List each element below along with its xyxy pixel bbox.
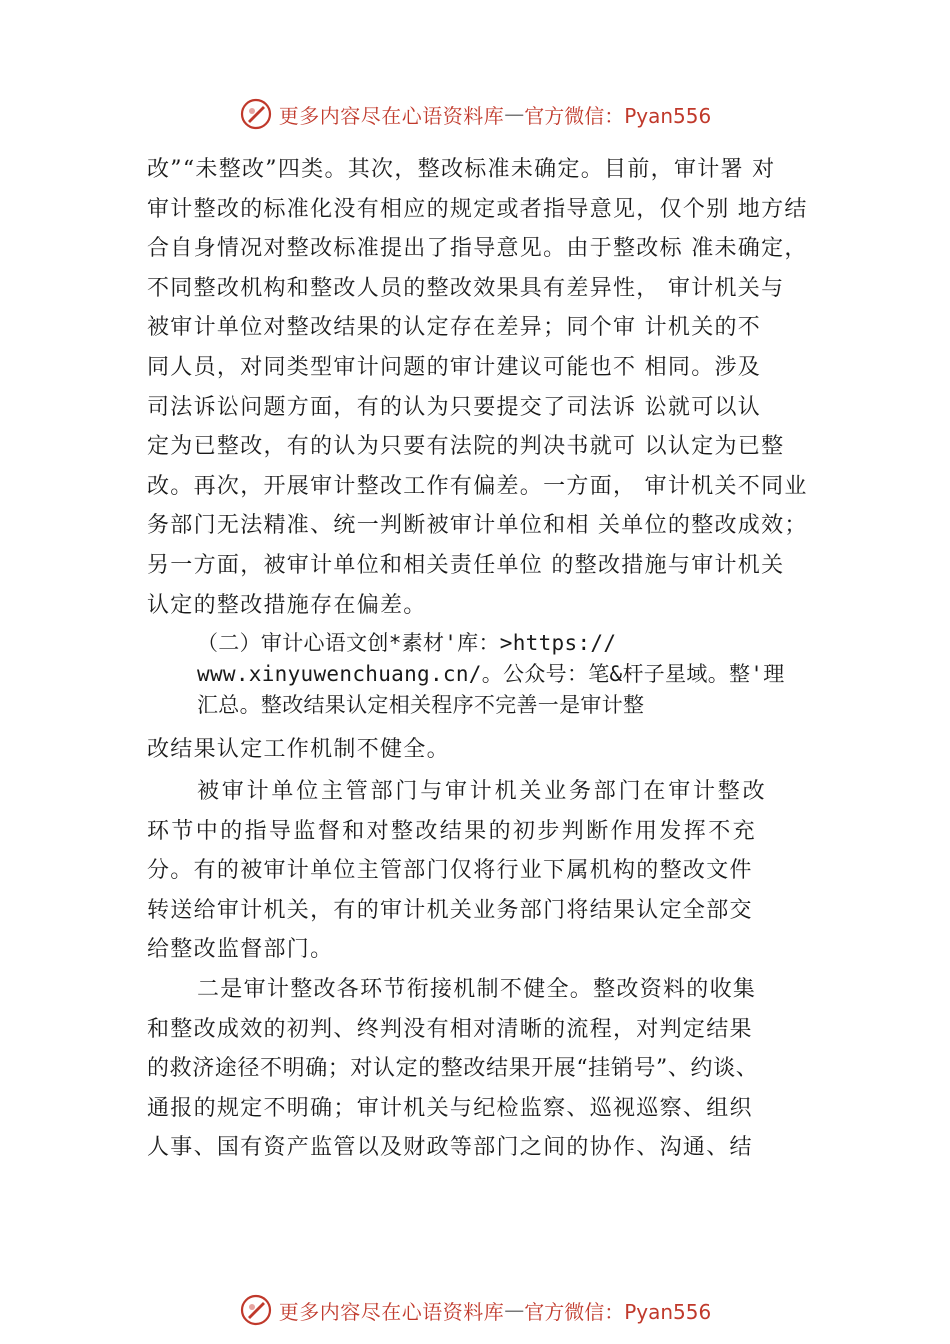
text-line: 同人员，对同类型审计问题的审计建议可能也不 相同。涉及 — [147, 354, 762, 380]
text-line: 通报的规定不明确；审计机关与纪检监察、巡视巡察、组织 — [147, 1095, 753, 1121]
text-line: 分。有的被审计单位主管部门仅将行业下属机构的整改文件 — [147, 858, 753, 884]
text-line: 定为已整改，有的认为只要有法院的判决书就可 以认定为已整 — [147, 434, 785, 460]
text-line: 司法诉讼问题方面，有的认为只要提交了司法诉 讼就可以认 — [147, 394, 762, 420]
text-line: 改。再次，开展审计整改工作有偏差。一方面， 审计机关不同业 — [147, 473, 808, 499]
footer-wechat-text: 官方微信：Pyan556 — [524, 1299, 712, 1324]
text-line: 人事、国有资产监管以及财政等部门之间的协作、沟通、结 — [147, 1135, 753, 1161]
text-line: 合自身情况对整改标准提出了指导意见。由于整改标 准未确定， — [147, 236, 808, 262]
paragraph-2 — [147, 772, 837, 970]
text-line: 另一方面，被审计单位和相关责任单位 的整改措施与审计机关 — [147, 552, 785, 578]
heading-line: 汇总。整改结果认定相关程序不完善一是审计整 — [197, 693, 645, 717]
section-2-heading — [147, 628, 837, 721]
brand-logo-icon — [239, 97, 273, 131]
section-2-heading-continued — [147, 730, 837, 770]
header-banner — [0, 94, 950, 134]
footer-brand-text: 更多内容尽在心语资料库 — [278, 1299, 505, 1324]
text-line: 二是审计整改各环节衔接机制不健全。整改资料的收集 — [197, 977, 757, 1002]
text-line: 审计整改的标准化没有相应的规定或者指导意见，仅个别 地方结 — [147, 196, 808, 222]
text-line: 务部门无法精准、统一判断被审计单位和相 关单位的整改成效； — [147, 513, 808, 539]
paragraph-3 — [147, 970, 837, 1168]
heading-line: 改结果认定工作机制不健全。 — [147, 737, 450, 762]
text-line: 被审计单位对整改结果的认定存在差异；同个审 计机关的不 — [147, 315, 762, 341]
heading-line: www.xinyuwenchuang.cn/。公众号：笔&杆子星域。整'理 — [197, 662, 785, 686]
footer-separator: — — [504, 1298, 525, 1322]
heading-line: （二）审计心语文创*素材'库：>https:// — [197, 631, 617, 655]
text-line: 不同整改机构和整改人员的整改效果具有差异性， 审计机关与 — [147, 275, 785, 301]
text-line: 给整改监督部门。 — [147, 937, 334, 963]
text-line: 转送给审计机关，有的审计机关业务部门将结果认定全部交 — [147, 897, 753, 923]
text-line: 的救济途径不明确；对认定的整改结果开展“挂销号”、约谈、 — [147, 1056, 759, 1082]
text-line: 认定的整改措施存在偏差。 — [147, 592, 427, 618]
paragraph-1 — [147, 150, 837, 625]
brand-logo-icon — [239, 1293, 273, 1327]
text-line: 被审计单位主管部门与审计机关业务部门在审计整改 — [197, 779, 768, 804]
footer-banner — [0, 1290, 950, 1330]
header-separator: — — [504, 102, 525, 126]
header-wechat-text: 官方微信：Pyan556 — [524, 103, 712, 128]
text-line: 改”“未整改”四类。其次，整改标准未确定。目前，审计署 对 — [147, 157, 776, 182]
header-brand-text: 更多内容尽在心语资料库 — [278, 103, 505, 128]
text-line: 和整改成效的初判、终判没有相对清晰的流程，对判定结果 — [147, 1016, 753, 1042]
text-line: 环节中的指导监督和对整改结果的初步判断作用发挥不充 — [147, 818, 758, 844]
